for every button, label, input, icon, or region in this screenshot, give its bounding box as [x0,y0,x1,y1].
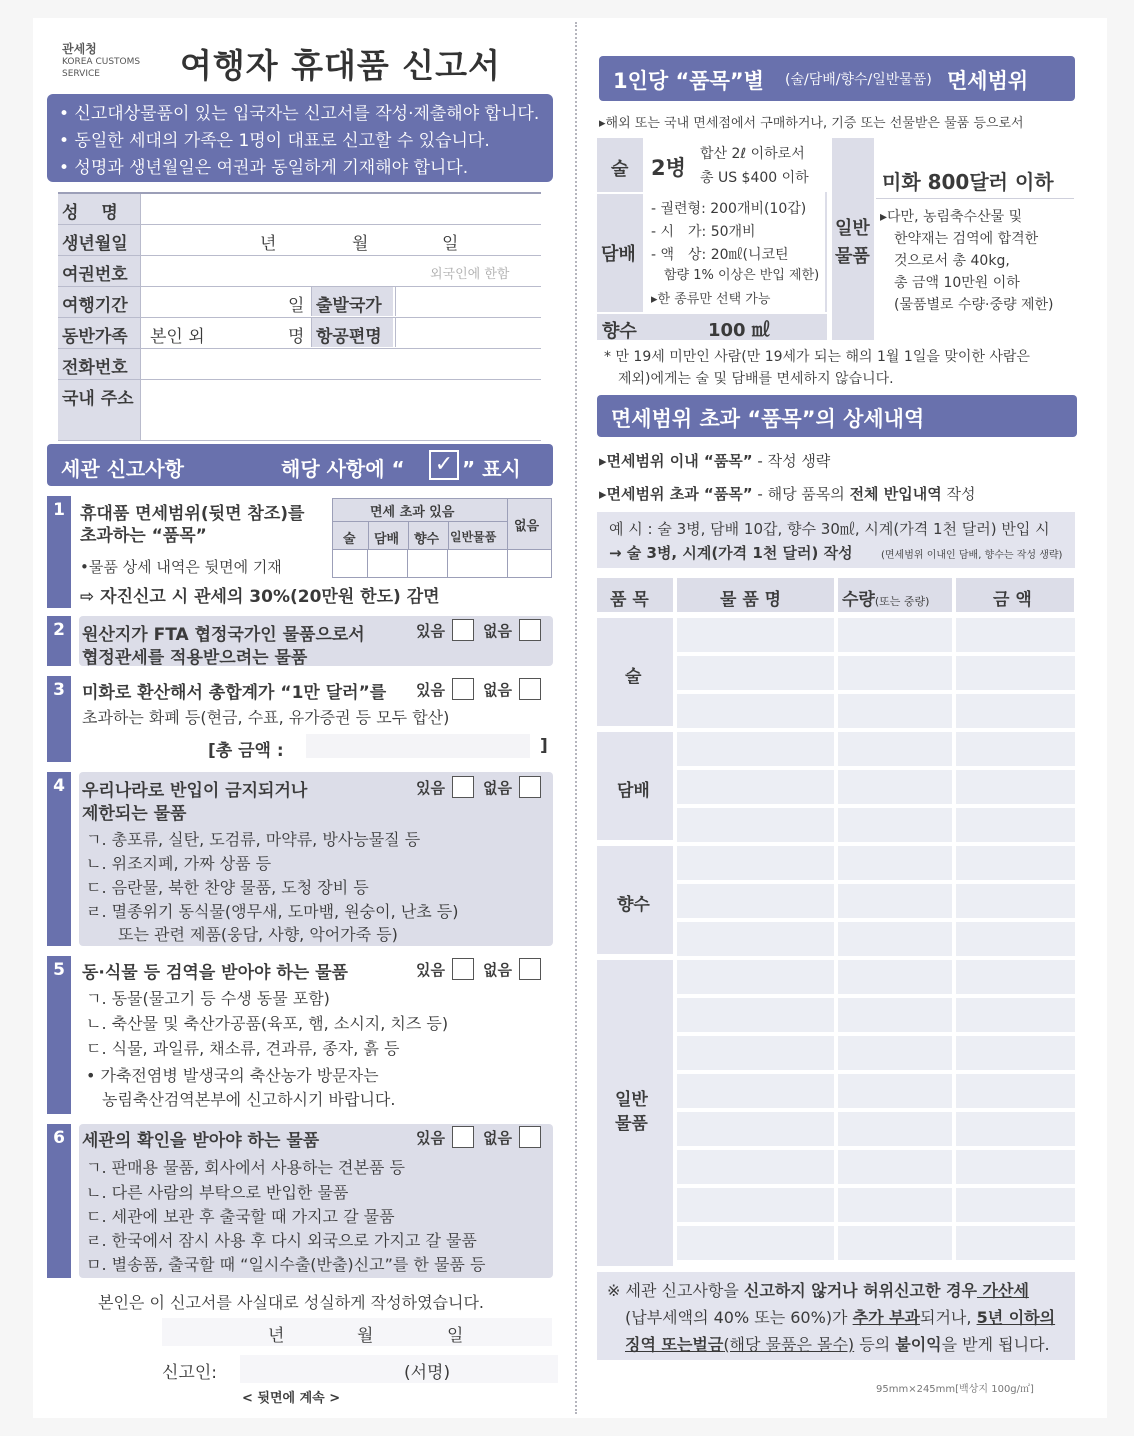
tobacco-label: 담배 [601,244,636,265]
section-4-item: ㄴ. 위조지폐, 가짜 상품 등 [86,854,272,873]
birth-year-unit: 년 [260,234,277,254]
detail-entry-cell[interactable] [956,1036,1075,1070]
section-3-no-checkbox[interactable] [519,678,541,700]
section-1-note: •물품 상세 내역은 뒷면에 기재 [80,558,282,576]
section-2-number: 2 [47,616,71,666]
notice-box [47,94,553,182]
label-flight: 항공편명 [316,327,382,347]
detail-entry-cell[interactable] [956,618,1075,652]
duty-free-footnote-2: 제외)에게는 술 및 담배를 면세하지 않습니다. [604,371,894,387]
detail-entry-cell[interactable] [838,1074,952,1108]
grid-col-perfume: 향수 [414,532,440,547]
notice-1: • 신고대상물품이 있는 입국자는 신고서를 작성·제출해야 합니다. [59,104,540,124]
detail-entry-cell[interactable] [838,656,952,690]
detail-entry-cell[interactable] [956,846,1075,880]
detail-entry-cell[interactable] [677,1112,834,1146]
customs-header [47,444,553,486]
logo-english-2: SERVICE [62,69,100,79]
companions-count-field[interactable] [218,320,288,346]
section-4-item: ㄷ. 음란물, 북한 찬양 물품, 도청 장비 등 [86,878,369,897]
detail-entry-cell[interactable] [677,732,834,766]
signature-statement: 본인은 이 신고서를 사실대로 성실하게 작성하였습니다. [98,1293,485,1312]
check-mark-icon: ✓ [429,450,459,480]
detail-entry-cell[interactable] [956,998,1075,1032]
tobacco-item: ▸한 종류만 선택 가능 [651,292,771,307]
detail-entry-cell[interactable] [677,1150,834,1184]
section-3-yes-checkbox[interactable] [452,678,474,700]
form-title: 여행자 휴대품 신고서 [180,46,501,85]
detail-entry-cell[interactable] [677,618,834,652]
section-6-number: 6 [47,1124,71,1278]
warning-box [597,1272,1075,1360]
section-5-item: ㄱ. 동물(물고기 등 수생 동물 포함) [86,989,330,1008]
detail-rule-1: ▸면세범위 이내 “품목” - 작성 생략 [599,452,831,470]
duty-free-footnote-1: * 만 19세 미만인 사람(만 19세가 되는 해의 1월 1일을 맞이한 사람은 [604,349,1030,365]
detail-entry-cell[interactable] [956,884,1075,918]
general-item: 한약재는 검역에 합격한 [880,231,1039,247]
grid-check-liquor[interactable] [332,550,368,578]
section-3-line2: 초과하는 화폐 등(현금, 수표, 유가증권 등 모두 합산) [82,708,450,727]
grid-check-tobacco[interactable] [368,550,408,578]
detail-header [597,395,1077,437]
section-5-number: 5 [47,956,71,1114]
detail-entry-cell[interactable] [956,694,1075,728]
tobacco-item: - 궐련형: 200개비(10갑) [651,201,807,217]
notice-3: • 성명과 생년월일은 여권과 동일하게 기재해야 합니다. [59,158,469,178]
section-1-line1: 휴대품 면세범위(뒷면 참조)를 [80,504,305,524]
section-6-item: ㄱ. 판매용 물품, 회사에서 사용하는 견본품 등 [86,1158,405,1177]
label-birthdate: 생년월일 [62,234,128,254]
col-item: 품 목 [610,590,649,610]
detail-entry-cell[interactable] [677,694,834,728]
detail-entry-cell[interactable] [677,1036,834,1070]
section-5-item: 농림축산검역본부에 신고하시기 바랍니다. [86,1090,396,1109]
detail-entry-cell[interactable] [956,1112,1075,1146]
detail-entry-cell[interactable] [956,770,1075,804]
grid-check-perfume[interactable] [408,550,448,578]
detail-entry-cell[interactable] [838,770,952,804]
detail-entry-cell[interactable] [838,1226,952,1260]
logo-english-1: KOREA CUSTOMS [62,57,141,67]
birth-month-unit: 월 [352,234,369,254]
example-line-1: 예 시 : 술 3병, 담배 10갑, 향수 30㎖, 시계(가격 1천 달러) 반입 시 [609,520,1050,538]
section-5-line1: 동·식물 등 검역을 받아야 하는 물품 [82,963,348,983]
section-4-number: 4 [47,772,71,946]
section-2-yes-label: 있음 [416,622,445,640]
detail-entry-cell[interactable] [677,770,834,804]
section-4-item: 또는 관련 제품(웅담, 사향, 악어가죽 등) [86,925,398,944]
detail-entry-cell[interactable] [677,1188,834,1222]
section-6-item: ㄷ. 세관에 보관 후 출국할 때 가지고 갈 물품 [86,1207,395,1226]
section-5-yes-label: 있음 [416,961,445,979]
label-travel-period: 여행기간 [62,296,128,316]
section-5-item: ㄷ. 식물, 과일류, 채소류, 견과류, 종자, 흙 등 [86,1039,400,1058]
duty-free-sub: ▸해외 또는 국내 면세점에서 구매하거나, 기증 또는 선물받은 물품 등으로서 [599,116,1024,131]
detail-entry-cell[interactable] [677,846,834,880]
detail-header-title: 면세범위 초과 “품목”의 상세내역 [611,407,925,431]
section-5-no-label: 없음 [483,961,512,979]
detail-entry-cell[interactable] [838,618,952,652]
name-field[interactable] [144,196,539,222]
tobacco-item: - 액 상: 20㎖(니코틴 [651,247,789,263]
section-6-line1: 세관의 확인을 받아야 하는 물품 [82,1131,320,1151]
section-6-item: ㅁ. 별송품, 출국할 때 “일시수출(반출)신고”를 한 물품 등 [86,1255,486,1274]
example-line-2-note: (면세범위 이내인 담배, 향수는 작성 생략) [881,550,1063,561]
label-name: 성 명 [62,203,118,223]
detail-entry-cell[interactable] [956,1226,1075,1260]
customs-header-instruction-post: ” 표시 [462,457,521,481]
section-3-yes-label: 있음 [416,681,445,699]
detail-entry-cell[interactable] [956,922,1075,956]
section-2-line2: 협정관세를 적용받으려는 물품 [82,648,308,668]
signature-year-unit: 년 [268,1326,285,1346]
period-unit: 일 [288,296,305,316]
phone-field[interactable] [144,351,539,377]
section-4-item: ㄱ. 총포류, 실탄, 도검류, 마약류, 방사능물질 등 [86,830,421,849]
signature-month-unit: 월 [357,1326,374,1346]
travel-period-field[interactable] [144,289,305,316]
companions-unit: 명 [288,327,305,347]
section-3-line1: 미화로 환산해서 총합계가 “1만 달러”를 [82,683,387,703]
example-line-2: → 술 3병, 시계(가격 1천 달러) 작성 [609,544,853,562]
departure-country-field[interactable] [395,287,541,316]
section-1-benefit: ⇨ 자진신고 시 관세의 30%(20만원 한도) 감면 [80,587,440,607]
section-3-number: 3 [47,676,71,762]
label-departure-country: 출발국가 [316,296,382,316]
detail-entry-cell[interactable] [677,808,834,842]
general-item: 것으로서 총 40kg, [880,253,1010,269]
grid-col-general: 일반물품 [450,530,497,544]
detail-entry-cell[interactable] [838,1188,952,1222]
detail-entry-cell[interactable] [956,960,1075,994]
section-4-item: ㄹ. 멸종위기 동식물(앵무새, 도마뱀, 원숭이, 난초 등) [86,902,459,921]
notice-2: • 동일한 세대의 가족은 1명이 대표로 신고할 수 있습니다. [59,131,490,151]
detail-entry-cell[interactable] [677,1226,834,1260]
detail-entry-cell[interactable] [956,808,1075,842]
detail-entry-cell[interactable] [838,1150,952,1184]
tobacco-item: - 시 가: 50개비 [651,224,756,240]
liquor-qty: 2병 [651,156,686,180]
general-label-2: 물품 [835,246,870,267]
continued-note: < 뒷면에 계속 > [242,1391,341,1406]
personal-info-table [58,192,541,409]
warning-line-3: 징역 또는벌금(해당 물품은 몰수) 등의 불이익을 받게 됩니다. [625,1335,1050,1354]
section-2-line1: 원산지가 FTA 협정국가인 물품으로서 [82,625,365,645]
section-5-item: ㄴ. 축산물 및 축산가공품(육포, 햄, 소시지, 치즈 등) [86,1014,449,1033]
detail-entry-cell[interactable] [838,846,952,880]
grid-col-tobacco: 담배 [374,532,400,547]
row-perfume-label: 향수 [617,895,650,915]
duty-free-header-c: 면세범위 [947,69,1029,93]
grid-col-liquor: 술 [343,532,356,547]
detail-entry-cell[interactable] [677,656,834,690]
row-liquor-label: 술 [625,667,642,687]
section-2-no-checkbox[interactable] [519,619,541,641]
section-1-line2: 초과하는 “품목” [80,526,207,546]
detail-entry-cell[interactable] [838,884,952,918]
fold-divider [575,22,577,1414]
perfume-label: 향수 [602,321,637,342]
section-4-line2: 제한되는 물품 [82,804,187,824]
signature-mark: (서명) [404,1363,451,1383]
birth-day-unit: 일 [442,234,459,254]
liquor-cond-2: 총 US $400 이하 [700,170,809,186]
address-field[interactable] [144,382,539,438]
detail-entry-cell[interactable] [677,1074,834,1108]
detail-example-box [597,512,1075,568]
general-item: (물품별로 수량·중량 제한) [880,297,1054,313]
section-4-no-label: 없음 [483,779,512,797]
detail-entry-cell[interactable] [956,732,1075,766]
label-phone: 전화번호 [62,358,128,378]
section-5-yes-checkbox[interactable] [452,958,474,980]
detail-entry-cell[interactable] [677,884,834,918]
label-companions: 동반가족 [62,327,128,347]
warning-line-1: ※ 세관 신고사항을 신고하지 않거나 허위신고한 경우 가산세 [607,1281,1029,1300]
tobacco-item: 함량 1% 이상은 반입 제한) [651,268,820,283]
grid-head-exceeded: 면세 초과 있음 [370,505,455,520]
total-amount-field[interactable] [306,734,530,758]
grid-col-none: 없음 [514,519,540,534]
label-address: 국내 주소 [62,389,134,409]
section-2-no-label: 없음 [483,622,512,640]
liquor-label: 술 [611,159,629,180]
customs-header-instruction-pre: 해당 사항에 “ [281,457,405,481]
row-tobacco-label: 담배 [617,781,650,801]
signature-day-unit: 일 [447,1326,464,1346]
col-qty: 수량(또는 중량) [842,590,930,610]
logo-korean: 관세청 [62,42,97,56]
detail-entry-cell[interactable] [838,732,952,766]
detail-entry-cell[interactable] [677,922,834,956]
detail-entry-cell[interactable] [838,960,952,994]
general-item: ▸다만, 농림축수산물 및 [880,209,1023,225]
detail-entry-cell[interactable] [677,960,834,994]
grid-check-none[interactable] [508,550,552,578]
section-6-yes-checkbox[interactable] [452,1126,474,1148]
label-passport: 여권번호 [62,265,128,285]
declarant-label: 신고인: [162,1363,217,1383]
detail-entry-cell[interactable] [838,922,952,956]
duty-free-header [599,56,1075,101]
row-general-label: 일반 물품 [615,1090,648,1134]
section-3-total-end: ] [540,736,548,756]
section-1-number: 1 [47,496,71,608]
detail-entry-cell[interactable] [956,1074,1075,1108]
section-4-no-checkbox[interactable] [519,776,541,798]
flight-number-field[interactable] [395,318,541,347]
customs-header-title: 세관 신고사항 [61,457,184,481]
duty-free-header-b: (술/담배/향수/일반물품) [785,72,932,88]
section-6-item: ㄹ. 한국에서 잠시 사용 후 다시 외국으로 가지고 갈 물품 [86,1231,477,1250]
paper-spec: 95mm×245mm[백상지 100g/㎡] [876,1384,1034,1395]
perfume-qty: 100 ㎖ [708,320,770,341]
section-3-no-label: 없음 [483,681,512,699]
col-amount: 금 액 [993,590,1032,610]
section-4-yes-checkbox[interactable] [452,776,474,798]
section-3-total-label: [총 금액 : [208,741,284,761]
declarant-signature-field[interactable] [240,1355,558,1383]
detail-entry-cell[interactable] [838,808,952,842]
warning-line-2: (납부세액의 40% 또는 60%)가 추가 부과되거나, 5년 이하의 [625,1308,1056,1327]
section-2-yes-checkbox[interactable] [452,619,474,641]
section-5-no-checkbox[interactable] [519,958,541,980]
detail-entry-cell[interactable] [838,694,952,728]
birthdate-field[interactable] [144,227,539,253]
section-6-item: ㄴ. 다른 사람의 부탁으로 반입한 물품 [86,1183,349,1202]
general-label-1: 일반 [835,218,870,239]
section-6-no-label: 없음 [483,1129,512,1147]
general-item: 총 금액 10만원 이하 [880,275,1020,291]
passport-hint: 외국인에 한함 [430,267,510,282]
detail-table-body [597,618,1075,1266]
section-1-grid [332,498,552,580]
section-4-yes-label: 있음 [416,779,445,797]
section-6-no-checkbox[interactable] [519,1126,541,1148]
detail-entry-cell[interactable] [677,998,834,1032]
detail-entry-cell[interactable] [956,656,1075,690]
grid-check-general[interactable] [448,550,508,578]
detail-entry-cell[interactable] [956,1188,1075,1222]
section-6-yes-label: 있음 [416,1129,445,1147]
general-main: 미화 800달러 이하 [882,170,1054,194]
section-4-line1: 우리나라로 반입이 금지되거나 [82,781,308,801]
detail-entry-cell[interactable] [956,1150,1075,1184]
detail-entry-cell[interactable] [838,1036,952,1070]
col-name: 물 품 명 [720,590,782,610]
duty-free-header-a: 1인당 “품목”별 [613,69,764,93]
detail-rule-2: ▸면세범위 초과 “품목” - 해당 품목의 전체 반입내역 작성 [599,485,976,503]
liquor-cond-1: 합산 2ℓ 이하로서 [700,146,805,162]
detail-entry-cell[interactable] [838,998,952,1032]
detail-entry-cell[interactable] [838,1112,952,1146]
companions-prefix: 본인 외 [150,327,205,347]
section-5-item: • 가축전염병 발생국의 축산농가 방문자는 [86,1066,379,1085]
